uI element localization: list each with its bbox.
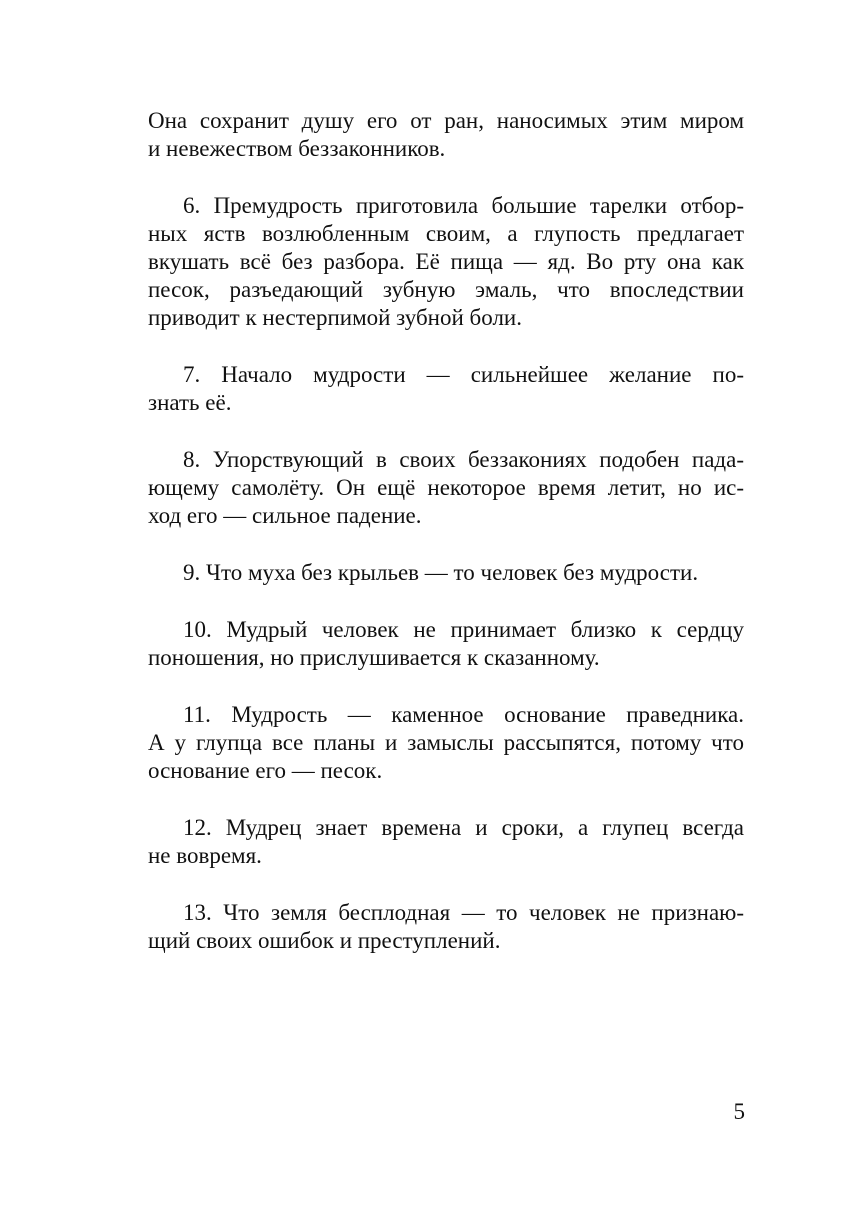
paragraph-item-9 (148, 559, 744, 587)
paragraph-line: ющему самолёту. Он ещё некоторое время летит, но ис- (148, 475, 744, 500)
page-body (148, 107, 744, 984)
paragraph-item-11 (148, 701, 744, 785)
paragraph-item-8 (148, 446, 744, 530)
paragraph-line: 12. Мудрец знает времена и сроки, а глупец всегда (183, 815, 744, 840)
paragraph-line: А у глупца все планы и замыслы рассыпятся, потому что (148, 730, 744, 755)
paragraph-line: и невежеством беззаконников. (148, 136, 446, 161)
paragraph-line: 10. Мудрый человек не принимает близко к сердцу (183, 617, 744, 642)
paragraph-item-7 (148, 361, 744, 417)
paragraph-line: щий своих ошибок и преступлений. (148, 928, 501, 953)
paragraph-line: Она сохранит душу его от ран, наносимых этим миром (148, 108, 744, 133)
paragraph-line: песок, разъедающий зубную эмаль, что впоследствии (148, 277, 744, 302)
paragraph-line: ных яств возлюбленным своим, а глупость предлагает (148, 221, 744, 246)
paragraph-line: 11. Мудрость — каменное основание праведника. (183, 702, 744, 727)
paragraph-item-10 (148, 616, 744, 672)
paragraph-item-6 (148, 192, 744, 332)
paragraph-line: поношения, но прислушивается к сказанному. (148, 645, 600, 670)
paragraph-line: знать её. (148, 390, 232, 415)
paragraph-line: не вовремя. (148, 843, 262, 868)
paragraph-line: 9. Что муха без крыльев — то человек без мудрости. (183, 560, 699, 585)
page-number: 5 (733, 1099, 745, 1124)
paragraph-line: вкушать всё без разбора. Её пища — яд. Во рту она как (148, 249, 744, 274)
paragraph-line: 13. Что земля бесплодная — то человек не признаю- (183, 900, 744, 925)
paragraph-line: 6. Премудрость приготовила большие тарелки отбор- (183, 193, 744, 218)
paragraph-item-12 (148, 814, 744, 870)
paragraph-intro (148, 107, 744, 163)
paragraph-line: приводит к нестерпимой зубной боли. (148, 305, 522, 330)
paragraph-line: 7. Начало мудрости — сильнейшее желание по- (183, 362, 744, 387)
paragraph-line: ход его — сильное падение. (148, 503, 422, 528)
paragraph-line: 8. Упорствующий в своих беззакониях подобен пада- (183, 447, 744, 472)
paragraph-item-13 (148, 899, 744, 955)
paragraph-line: основание его — песок. (148, 758, 383, 783)
